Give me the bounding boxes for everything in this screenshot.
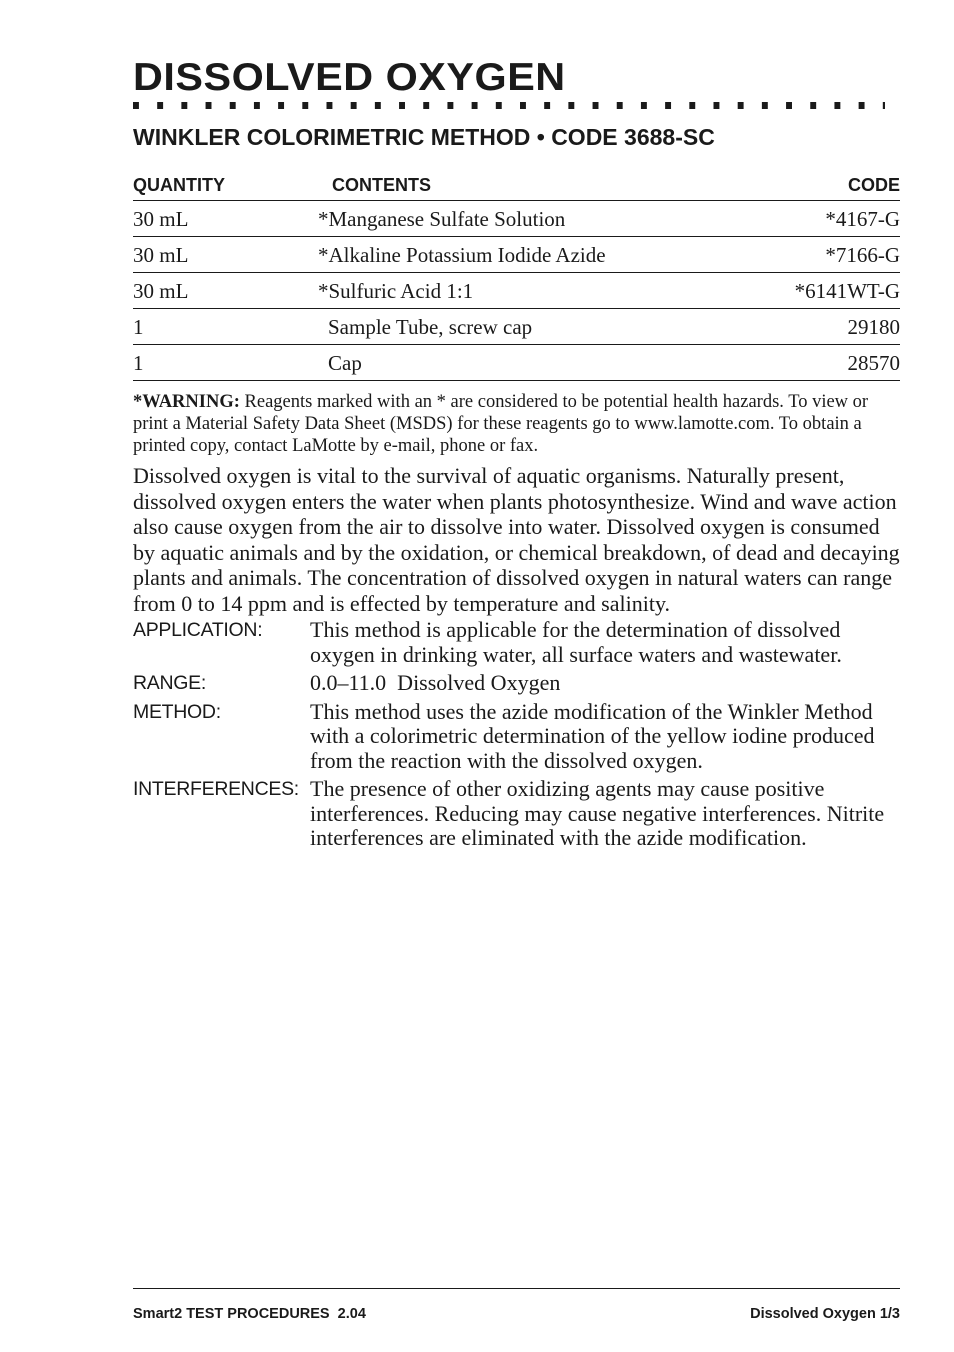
footer-right-text: Dissolved Oxygen 1/3	[750, 1306, 900, 1322]
table-row	[133, 201, 900, 237]
row-quantity: 1	[133, 309, 318, 345]
dotted-rule	[133, 102, 885, 109]
definition-row-application	[133, 618, 900, 667]
definition-row-range	[133, 671, 900, 696]
row-code: 29180	[744, 309, 900, 345]
row-quantity: 30 mL	[133, 237, 318, 273]
row-contents: Sample Tube, screw cap	[318, 309, 744, 345]
definition-description: The presence of other oxidizing agents may cause positive interferences. Reducing may cause negative interferences. Nitrite interferences are eliminated with the azide modification.	[310, 776, 885, 850]
row-code: *4167-G	[744, 201, 900, 237]
page-subtitle: WINKLER COLORIMETRIC METHOD • CODE 3688-SC	[133, 124, 715, 150]
footer-divider	[133, 1288, 900, 1289]
row-contents: *Manganese Sulfate Solution	[318, 201, 744, 237]
definition-term: APPLICATION:	[133, 619, 263, 641]
column-header-code: CODE	[744, 173, 900, 201]
table-row	[133, 309, 900, 345]
intro-paragraph: Dissolved oxygen is vital to the survival of aquatic organisms. Naturally present, dissolved oxygen enters the water when plants photosynthesize. Wind and wave action also cause oxygen from the air to dissolve into water. Dissolved oxygen is consumed by aquatic animals and by the oxidation, or chemical breakdown, of dead and decaying plants and animals. The concentration of dissolved oxygen in natural waters can range from 0 to 14 ppm and is effected by temperature and salinity.	[133, 463, 900, 616]
warning-text: Reagents marked with an * are considered to be potential health hazards. To view or print a Material Safety Data Sheet (MSDS) for these reagents go to www.lamotte.com. To obtain a printed copy, contact LaMotte by e-mail, phone or fax.	[133, 392, 869, 456]
column-header-quantity: QUANTITY	[133, 173, 318, 201]
definition-term: INTERFERENCES:	[133, 778, 299, 800]
definition-list	[133, 618, 900, 851]
table-row	[133, 237, 900, 273]
definition-term: RANGE:	[133, 672, 206, 694]
definition-row-interferences	[133, 777, 900, 851]
row-contents: *Sulfuric Acid 1:1	[318, 273, 744, 309]
row-quantity: 1	[133, 345, 318, 381]
row-contents: *Alkaline Potassium Iodide Azide	[318, 237, 744, 273]
page-footer	[133, 1305, 900, 1323]
footer-left-text: Smart2 TEST PROCEDURES 2.04	[133, 1306, 366, 1322]
definition-description: This method uses the azide modification of the Winkler Method with a colorimetric determination of the yellow iodine produced from the reaction with the dissolved oxygen.	[310, 698, 875, 773]
document-page	[133, 56, 900, 855]
row-quantity: 30 mL	[133, 201, 318, 237]
reagent-table	[133, 173, 900, 381]
definition-description: This method is applicable for the determination of dissolved oxygen in drinking water, all surface waters and wastewater.	[310, 617, 842, 667]
row-contents: Cap	[318, 345, 744, 381]
warning-label: *WARNING:	[133, 392, 240, 412]
table-header-row	[133, 173, 900, 201]
column-header-contents: CONTENTS	[318, 173, 744, 201]
definition-description: 0.0–11.0 Dissolved Oxygen	[310, 670, 561, 695]
page-title: DISSOLVED OXYGEN	[133, 56, 566, 99]
row-code: *6141WT-G	[744, 273, 900, 309]
row-code: 28570	[744, 345, 900, 381]
warning-notice	[133, 391, 900, 457]
row-code: *7166-G	[744, 237, 900, 273]
row-quantity: 30 mL	[133, 273, 318, 309]
definition-row-method	[133, 700, 900, 774]
table-row	[133, 273, 900, 309]
definition-term: METHOD:	[133, 700, 221, 723]
table-row	[133, 345, 900, 381]
